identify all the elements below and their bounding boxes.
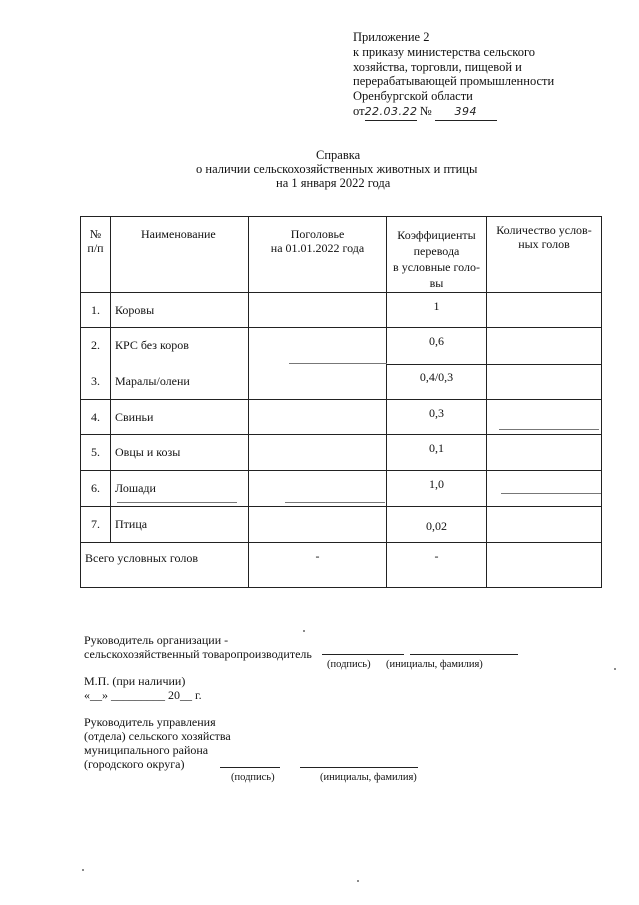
row-name: Маралы/олени <box>115 374 190 388</box>
order-number: 394 <box>435 105 497 121</box>
row-coefficient: 0,1 <box>387 435 487 471</box>
row-name: Овцы и козы <box>111 435 249 471</box>
total-coefficient: - <box>387 543 487 588</box>
name-caption: (инициалы, фамилия) <box>386 659 483 670</box>
title-line: Справка <box>316 148 361 162</box>
number-prefix: № <box>419 103 432 118</box>
appendix-line: хозяйства, торговли, пищевой и <box>353 59 522 74</box>
appendix-line: к приказу министерства сельского <box>353 44 536 59</box>
row-num: 1. <box>81 293 111 328</box>
row-name: Коровы <box>111 293 249 328</box>
row-num: 7. <box>81 507 111 543</box>
header-livestock: Поголовье на 01.01.2022 года <box>249 217 387 293</box>
signature-caption: (подпись) <box>327 659 371 670</box>
row-num: 3. <box>91 374 100 388</box>
head-org-line: сельскохозяйственный товаропроизводитель <box>84 647 312 661</box>
row-coefficient: 1 <box>387 293 487 328</box>
row-num: 4. <box>81 400 111 435</box>
total-label: Всего условных голов <box>81 543 249 588</box>
name-line <box>300 767 418 768</box>
order-date: 22.03.22 <box>365 105 417 121</box>
name-line <box>410 654 518 655</box>
title-line: на 1 января 2022 года <box>276 176 391 190</box>
row-name: КРС без коров <box>115 338 189 352</box>
row-num: 2. <box>91 338 100 352</box>
row-coefficient: 0,6 <box>429 334 444 348</box>
scan-speck <box>303 630 305 632</box>
date-line: «__» _________ 20__ г. <box>84 688 202 702</box>
title-line: о наличии сельскохозяйственных животных и птицы <box>196 162 478 176</box>
signature-line <box>322 654 404 655</box>
head-org-line: Руководитель организации - <box>84 633 229 647</box>
scan-speck <box>614 668 616 670</box>
row-num: 5. <box>81 435 111 471</box>
row-num: 6. <box>81 471 111 507</box>
signature-line <box>220 767 280 768</box>
appendix-line: Приложение 2 <box>353 30 430 44</box>
dept-line: Руководитель управления <box>84 715 216 729</box>
row-coefficient: 0,3 <box>387 400 487 435</box>
appendix-line: Оренбургской области <box>353 89 473 104</box>
row-name: Свиньи <box>111 400 249 435</box>
date-prefix: от <box>353 103 365 118</box>
header-num: № п/п <box>81 217 111 293</box>
header-count: Количество услов- ных голов <box>487 217 602 293</box>
name-caption: (инициалы, фамилия) <box>320 772 417 783</box>
row-coefficient: 1,0 <box>387 471 487 507</box>
row-coefficient: 0,02 <box>387 507 487 543</box>
header-coefficient: Коэффициенты перевода в условные голо- вы <box>387 217 487 293</box>
row-coefficient: 0,4/0,3 <box>419 370 454 384</box>
header-name: Наименование <box>111 217 249 293</box>
signature-caption: (подпись) <box>231 772 275 783</box>
dept-line: (отдела) сельского хозяйства <box>84 729 231 743</box>
appendix-line: перерабатывающей промышленности <box>353 74 555 89</box>
row-name: Птица <box>111 507 249 543</box>
row-name-text: Лошади <box>115 481 156 495</box>
scan-speck <box>357 880 359 882</box>
total-livestock: - <box>249 543 387 588</box>
dept-line: (городского округа) <box>84 757 185 771</box>
scan-speck <box>82 869 84 871</box>
dept-line: муниципального района <box>84 743 209 757</box>
stamp-label: М.П. (при наличии) <box>84 674 186 688</box>
